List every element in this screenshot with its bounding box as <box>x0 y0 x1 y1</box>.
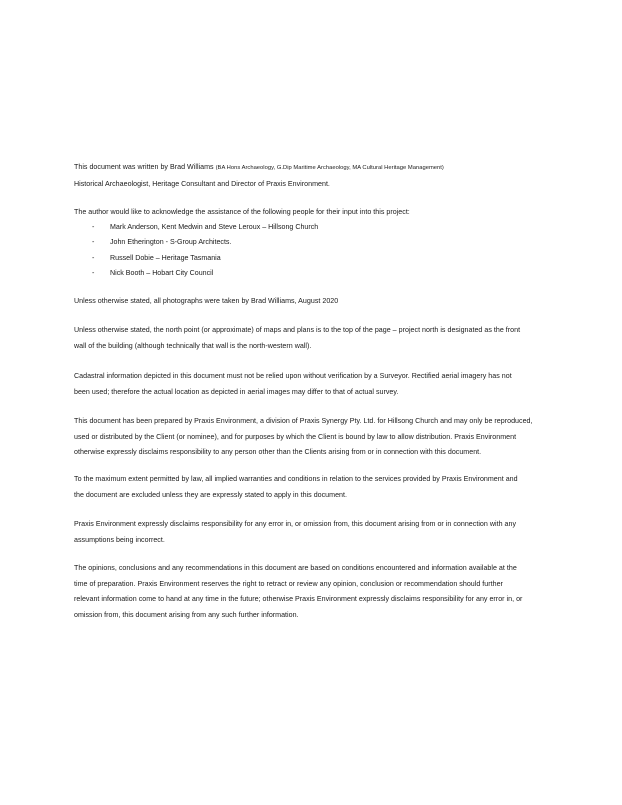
list-dash: - <box>92 268 95 277</box>
opinions-line-4: omission from, this document arising from any such further information. <box>74 610 299 619</box>
opinions-line-1: The opinions, conclusions and any recommendations in this document are based on conditions encountered and information available at the <box>74 564 517 572</box>
warranties-paragraph <box>74 472 554 503</box>
list-item <box>74 251 554 266</box>
list-item-text: Nick Booth – Hobart City Council <box>110 268 214 277</box>
list-item-text: Russell Dobie – Heritage Tasmania <box>110 253 221 262</box>
error-line-2: assumptions being incorrect. <box>74 535 165 544</box>
north-point-paragraph <box>74 323 554 354</box>
opinions-line-2: time of preparation. Praxis Environment reserves the right to retract or review any opinion, conclusion or recommendation should further <box>74 579 503 588</box>
north-point-line-1: Unless otherwise stated, the north point (or approximate) of maps and plans is to the top of the page – project north is designated as the front <box>74 326 521 334</box>
prepared-line-3: otherwise expressly disclaims responsibility to any person other than the Clients arising from or in connection with this document. <box>74 448 482 456</box>
error-disclaimer-paragraph <box>74 517 554 548</box>
list-dash: - <box>92 223 95 231</box>
error-line-1: Praxis Environment expressly disclaims responsibility for any error in, or omission from, this document arising from or in connection with any <box>74 520 517 528</box>
list-item <box>74 220 554 235</box>
list-dash: - <box>92 238 95 247</box>
warranties-line-1: To the maximum extent permitted by law, all implied warranties and conditions in relation to the services provided by Praxis Environment and <box>74 475 518 483</box>
prepared-by-paragraph <box>74 414 554 461</box>
list-item <box>74 235 554 250</box>
north-point-line-2: wall of the building (although technically that wall is the north-western wall). <box>74 341 312 350</box>
photographs-text: Unless otherwise stated, all photographs were taken by Brad Williams, August 2020 <box>74 297 339 305</box>
acknowledgement-intro-text: The author would like to acknowledge the assistance of the following people for their input into this project: <box>74 208 410 216</box>
acknowledgement-list <box>74 220 554 281</box>
list-dash: - <box>92 253 95 262</box>
prepared-line-2: used or distributed by the Client (or nominee), and for purposes by which the Client is bound by law to allow distribution. Praxis Environment <box>74 432 517 441</box>
cadastral-line-1: Cadastral information depicted in this document must not be relied upon without verification by a Surveyor. Rectified aerial imagery has not <box>74 372 512 380</box>
cadastral-line-2: been used; therefore the actual location as depicted in aerial images may differ to that of actual survey. <box>74 387 399 396</box>
author-line-1 <box>74 160 554 177</box>
author-line-2: Historical Archaeologist, Heritage Consultant and Director of Praxis Environment. <box>74 179 330 188</box>
list-item <box>74 266 554 281</box>
author-line-1-main: This document was written by Brad Williams <box>74 163 216 171</box>
opinions-line-3: relevant information come to hand at any time in the future; otherwise Praxis Environment expressly disclaims responsibility for any error in, or <box>74 595 523 603</box>
warranties-line-2: the document are excluded unless they are expressly stated to apply in this document. <box>74 490 347 499</box>
list-item-text: Mark Anderson, Kent Medwin and Steve Leroux – Hillsong Church <box>110 223 319 231</box>
acknowledgement-intro <box>74 205 554 221</box>
opinions-paragraph <box>74 561 554 623</box>
author-statement <box>74 160 554 192</box>
author-credentials: (BA Hons Archaeology, G.Dip Maritime Archaeology, MA Cultural Heritage Management) <box>215 165 444 171</box>
photographs-paragraph <box>74 294 554 310</box>
list-item-text: John Etherington - S-Group Architects. <box>110 238 232 247</box>
cadastral-paragraph <box>74 369 554 400</box>
prepared-line-1: This document has been prepared by Praxis Environment, a division of Praxis Synergy Pty. Ltd. for Hillsong Church and may only be reproduced, <box>74 417 533 425</box>
